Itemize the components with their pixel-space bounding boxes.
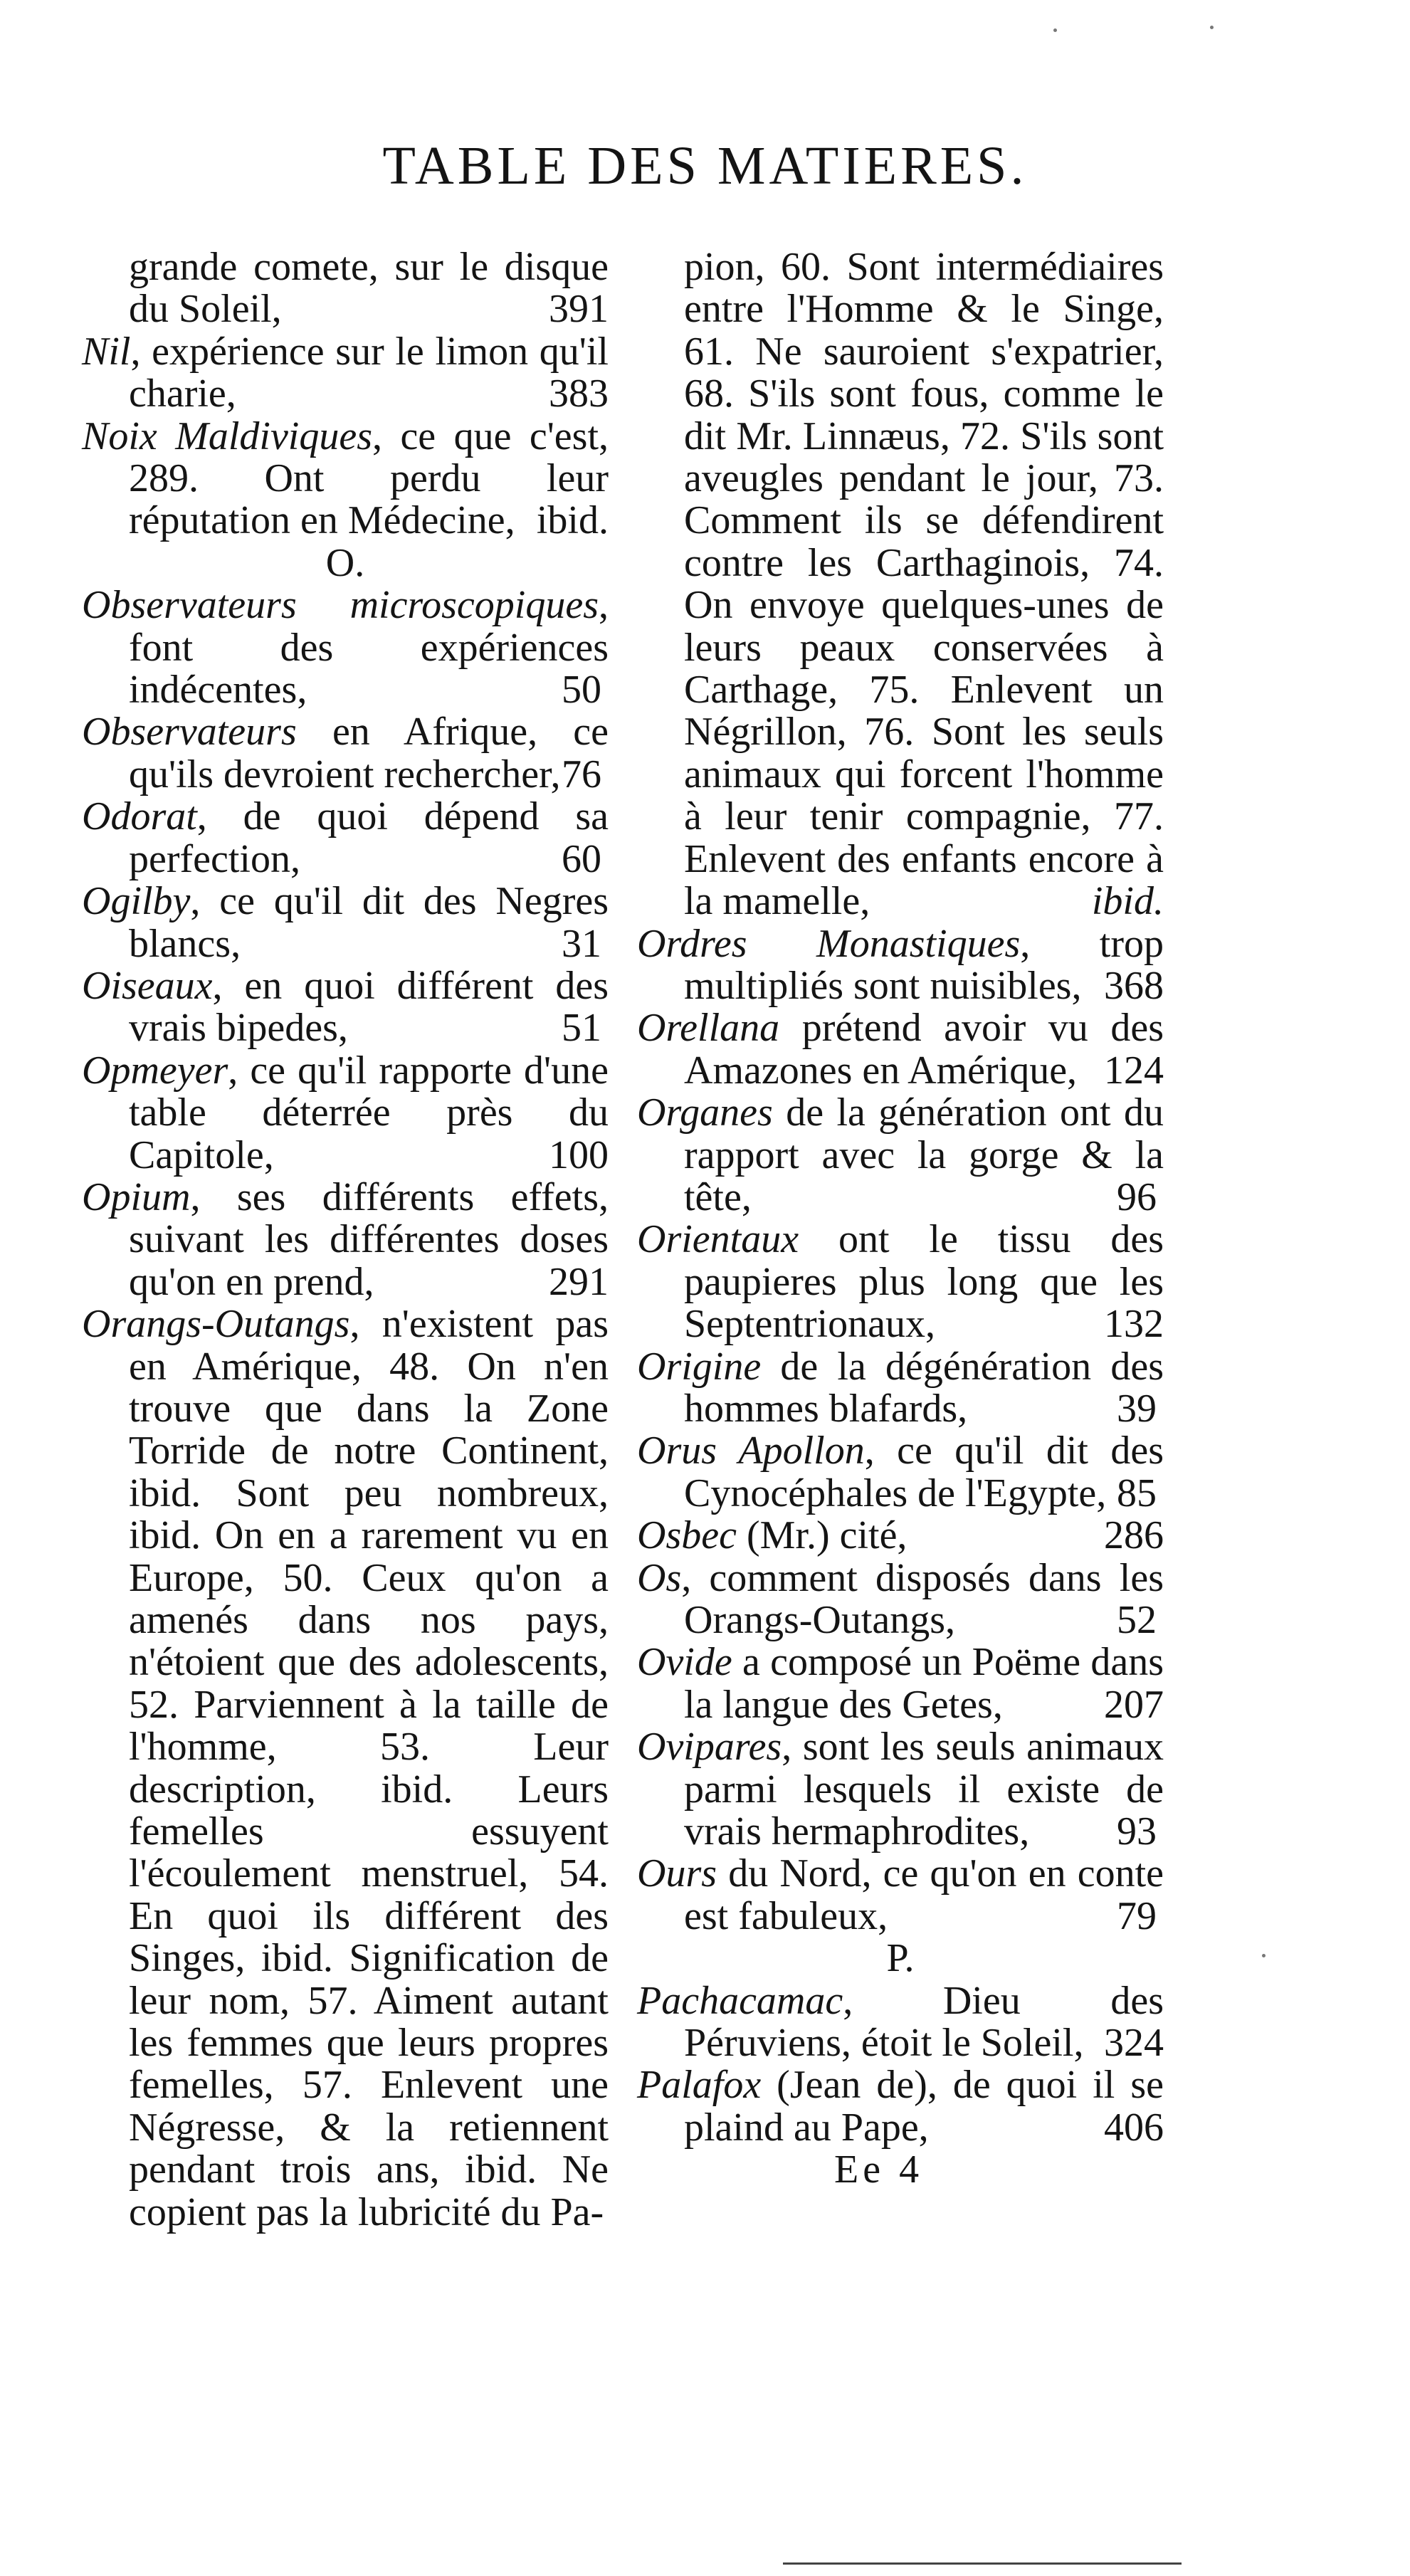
left-column xyxy=(82,246,609,2234)
entry-text: , en quoi différent des vrais bipedes, xyxy=(129,963,609,1051)
index-entry xyxy=(637,2064,1164,2149)
scan-speck xyxy=(1262,1954,1266,1957)
page-ref: 124 xyxy=(1104,1048,1164,1093)
page-ref: 286 xyxy=(1104,1513,1164,1558)
index-entry xyxy=(637,246,1164,923)
entry-term: Pachacamac xyxy=(637,1978,843,2023)
entry-text: du Nord, ce qu'on en conte est fabuleux, xyxy=(684,1851,1164,1938)
page-ref: 391 xyxy=(549,287,609,332)
entry-text: , expérience sur le limon qu'il charie, xyxy=(129,329,609,416)
entry-term: Observateurs xyxy=(82,710,297,755)
page-ref: ibid. xyxy=(1091,879,1164,924)
page-ref: 368 xyxy=(1104,963,1164,1008)
entry-term: Odorat xyxy=(82,794,197,839)
entry-term: Organes xyxy=(637,1090,773,1135)
entry-text: , font des expériences indécentes, xyxy=(129,583,609,713)
entry-text: , de quoi dépend sa perfection, xyxy=(129,794,609,881)
index-entry: Os, comment disposés dans les Orangs-Outangs, 52 xyxy=(637,1555,1164,1642)
entry-term: Orientaux xyxy=(637,1217,799,1262)
entry-term: Ordres Monastiques xyxy=(637,921,1021,966)
entry-term: Ours xyxy=(637,1851,717,1896)
page-ref: 383 xyxy=(549,372,609,416)
index-entry xyxy=(637,1007,1164,1092)
entry-text: a composé un Poëme dans la langue des Getes, xyxy=(684,1640,1164,1727)
page-title: TABLE DES MATIERES. xyxy=(382,136,1028,196)
entry-text: , n'existent pas en Amérique, 48. On n'en trouve que dans la Zone Torride de notre Continent, ibid. Sont peu nombreux, ibid. On en a rarement vu en Europe, 50. Ceux qu'on a amenés dans nos pays, n'étoient que des adolescents, 52. Parviennent à la taille de l'homme, 53. Leur description, ibid. Leurs femelles essuyent l'écoulement menstruel, 54. En quoi ils différent des Singes, ibid. Signification de leur nom, 57. Aiment autant les femmes que leurs propres femelles, 57. Enlevent une Négresse, & la retiennent pendant trois ans, ibid. Ne copient pas la lubricité du Pa- xyxy=(129,1302,609,2234)
entry-term: Orangs-Outangs xyxy=(82,1302,350,1347)
index-entry xyxy=(82,1303,609,2234)
index-entry xyxy=(637,1641,1164,1726)
entry-text: , ce qu'il rapporte d'une table déterrée près du Capitole, xyxy=(129,1048,609,1177)
entry-term: Ogilby xyxy=(82,879,191,924)
entry-term: Palafox xyxy=(637,2063,762,2108)
entry-text: (Jean de), de quoi il se plaind au Pape, xyxy=(684,2063,1164,2150)
entry-term: Os xyxy=(637,1555,682,1600)
entry-text: , trop multipliés sont nuisibles, xyxy=(684,921,1164,1008)
entry-text: de la dégénération des hommes blafards, xyxy=(684,1344,1164,1431)
index-entry: Observateurs microscopiques, font des expériences indécentes, 50 xyxy=(82,583,609,713)
entry-text: , ce que c'est, 289. Ont perdu leur réputation en Médecine, xyxy=(129,414,609,543)
entry-text: prétend avoir vu des Amazones en Amérique, xyxy=(684,1006,1164,1093)
page-ref: 207 xyxy=(1104,1682,1164,1727)
page-ref: 100 xyxy=(549,1132,609,1177)
page-ref: 324 xyxy=(1104,2021,1164,2066)
index-entry xyxy=(82,331,609,416)
index-entry xyxy=(637,1980,1164,2065)
signature-mark: Ee 4 xyxy=(834,2147,924,2192)
index-entry xyxy=(637,1515,1164,1557)
entry-term: Osbec xyxy=(637,1513,737,1558)
index-entry xyxy=(82,1174,609,1304)
index-entry: Organes de la génération ont du rapport avec la gorge & la tête, 96 xyxy=(637,1090,1164,1219)
index-entry xyxy=(82,416,609,542)
index-entry: Oiseaux, en quoi différent des vrais bipedes, 51 xyxy=(82,963,609,1051)
entry-term: Oiseaux xyxy=(82,963,213,1008)
index-entry: Odorat, de quoi dépend sa perfection, 60 xyxy=(82,794,609,881)
index-entry: Origine de la dégénération des hommes blafards, 39 xyxy=(637,1344,1164,1431)
entry-text: de la génération ont du rapport avec la gorge & la tête, xyxy=(684,1090,1164,1219)
entry-term: Ovide xyxy=(637,1640,732,1685)
section-letter: O. xyxy=(325,540,365,585)
entry-term: Observateurs microscopiques xyxy=(82,583,599,628)
entry-text: (Mr.) cité, xyxy=(736,1513,907,1558)
scan-speck xyxy=(1053,28,1057,32)
entry-term: Opmeyer xyxy=(82,1048,228,1093)
entry-term: Origine xyxy=(637,1344,762,1389)
entry-text: en Afrique, ce qu'ils devroient rechercher, xyxy=(129,710,609,797)
page-ref: ibid. xyxy=(536,498,609,543)
index-entry: Orus Apollon, ce qu'il dit des Cynocéphales de l'Egypte, 85 xyxy=(637,1429,1164,1515)
entry-term: Orus Apollon xyxy=(637,1429,865,1473)
index-entry xyxy=(637,923,1164,1008)
scan-speck xyxy=(1210,26,1214,29)
entry-term: Ovipares xyxy=(637,1725,782,1770)
entry-text: , Dieu des Péruviens, étoit le Soleil, xyxy=(684,1978,1164,2066)
entry-text: grande comete, sur le disque du Soleil, xyxy=(129,245,609,332)
entry-text: , comment disposés dans les Orangs-Outangs, xyxy=(681,1555,1164,1642)
page-ref: 406 xyxy=(1104,2105,1164,2150)
entry-term: Nil xyxy=(82,329,131,374)
section-letter: P. xyxy=(886,1936,915,1981)
index-entry: Ovipares, sont les seuls animaux parmi lesquels il existe de vrais hermaphrodites, 93 xyxy=(637,1725,1164,1854)
entry-text: , ses différents effets, suivant les différentes doses qu'on en prend, xyxy=(129,1174,609,1304)
index-entry: Ours du Nord, ce qu'on en conte est fabuleux, 79 xyxy=(637,1851,1164,1938)
page-ref: 291 xyxy=(549,1259,609,1304)
bottom-rule xyxy=(783,2562,1182,2565)
right-column xyxy=(637,246,1164,2149)
entry-term: Opium xyxy=(82,1174,191,1219)
entry-text: pion, 60. Sont intermédiaires entre l'Homme & le Singe, 61. Ne sauroient s'expatrier, 68. S'ils sont fous, comme le dit Mr. Linnæus, 72. S'ils sont aveugles pendant le jour, 73. Comment ils se défendirent contre les Carthaginois, 74. On envoye quelques-unes de leurs peaux conservées à Carthage, 75. Enlevent un Négrillon, 76. Sont les seuls animaux qui forcent l'homme à leur tenir compagnie, 77. Enlevent des enfants encore à la mamelle, xyxy=(684,245,1164,924)
entry-text: ont le tissu des paupieres plus long que les Septentrionaux, xyxy=(684,1217,1164,1347)
index-entry: Ogilby, ce qu'il dit des Negres blancs, 31 xyxy=(82,879,609,966)
index-entry xyxy=(82,1050,609,1177)
index-entry xyxy=(82,246,609,331)
index-entry: Observateurs en Afrique, ce qu'ils devroient rechercher, 76 xyxy=(82,710,609,797)
entry-term: Orellana xyxy=(637,1006,780,1051)
entry-text: , ce qu'il dit des Cynocéphales de l'Egypte, xyxy=(684,1429,1164,1515)
entry-text: , ce qu'il dit des Negres blancs, xyxy=(129,879,609,966)
entry-text: , sont les seuls animaux parmi lesquels il existe de vrais hermaphrodites, xyxy=(684,1725,1164,1854)
page-ref: 132 xyxy=(1104,1302,1164,1347)
index-entry xyxy=(637,1219,1164,1345)
entry-term: Noix Maldiviques xyxy=(82,414,373,458)
